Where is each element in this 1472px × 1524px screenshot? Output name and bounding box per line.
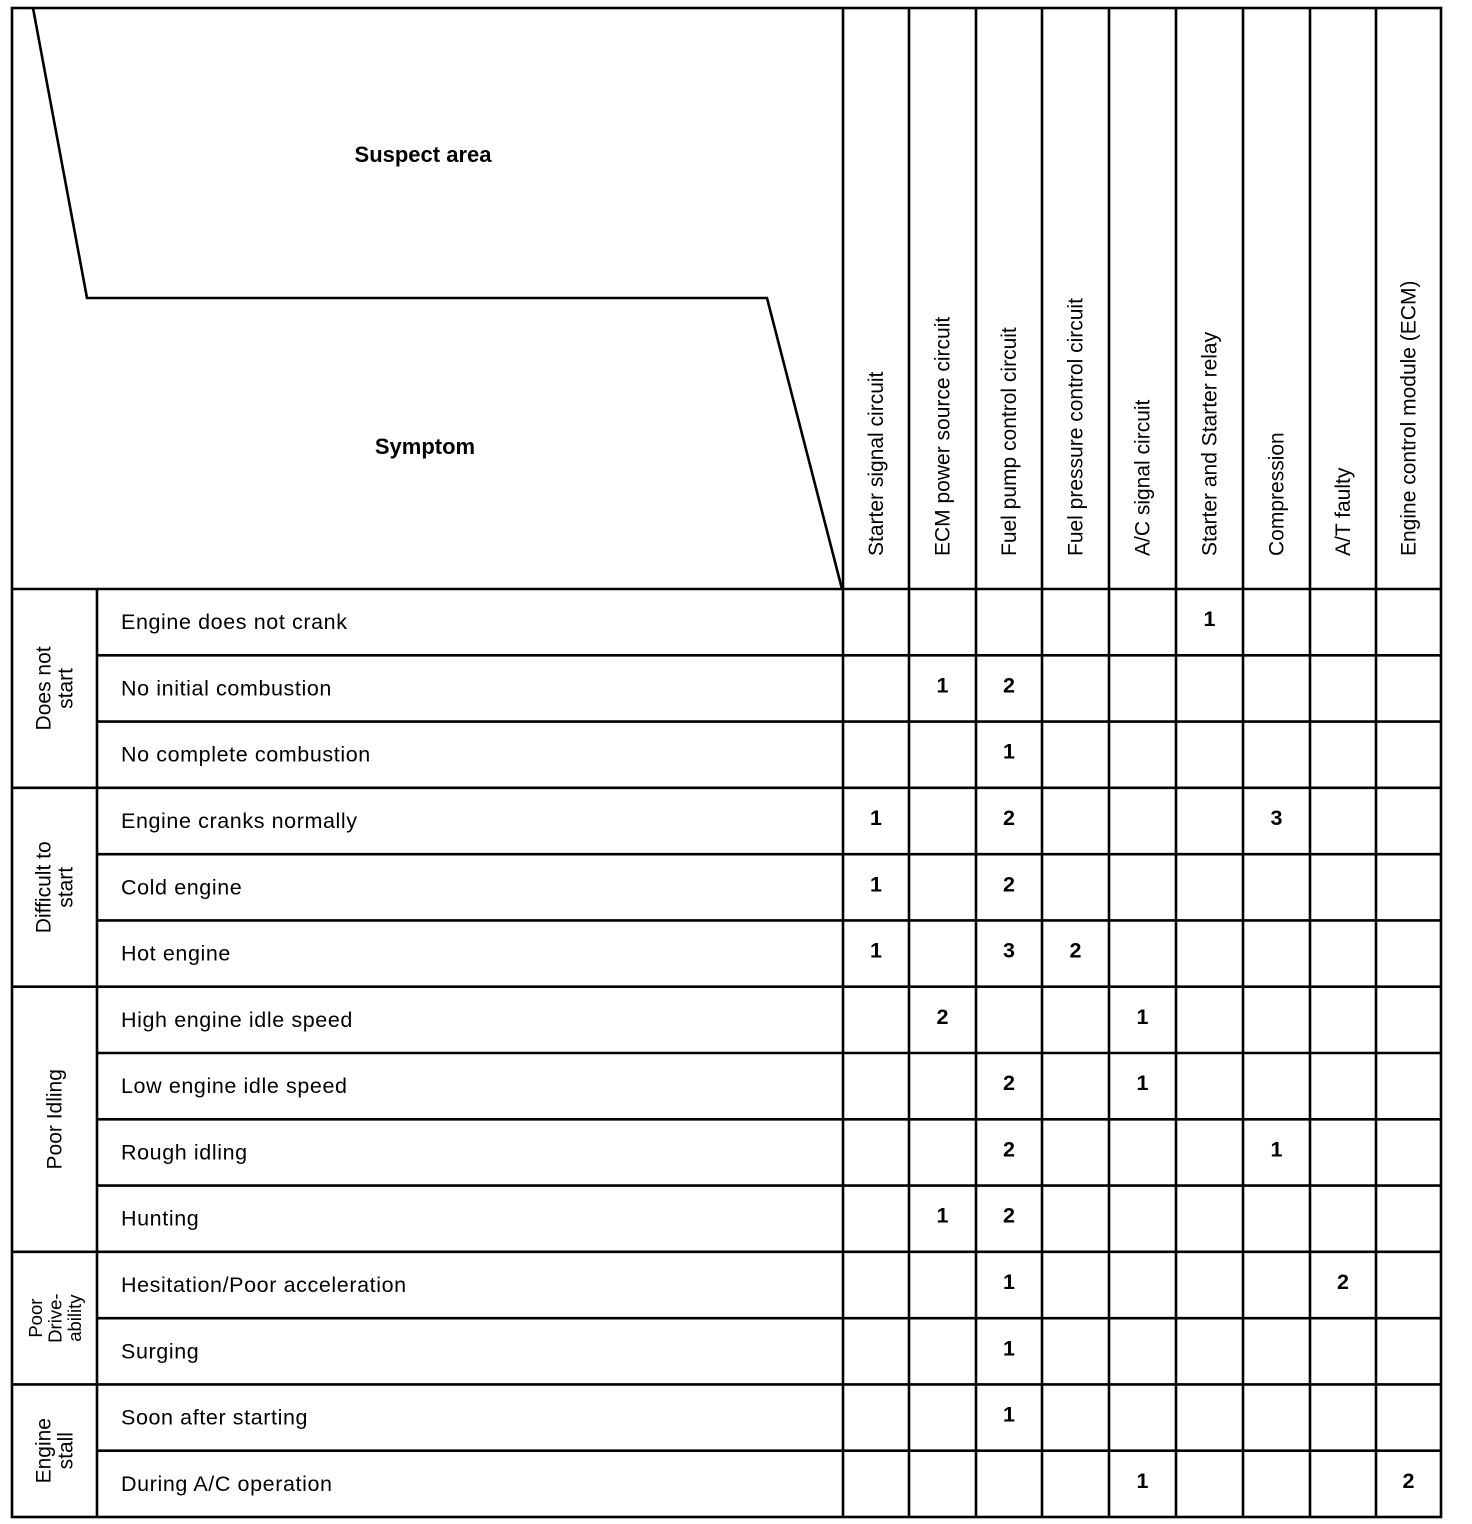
column-headers [865,281,1421,556]
table-row [121,1005,1149,1032]
priority-value: 1 [1136,1071,1149,1096]
table-row [121,872,1015,899]
group-label-line: start [54,668,78,709]
symptom-group-label [32,646,77,730]
symptom-cell: Soon after starting [121,1405,309,1430]
priority-value: 1 [870,872,882,897]
symptom-cell: Surging [121,1339,200,1364]
column-header: Starter signal circuit [865,371,888,556]
column-header: A/C signal circuit [1131,399,1155,556]
priority-value: 2 [936,1004,949,1029]
symptom-group-label [25,1293,85,1342]
suspect-area-label: Suspect area [354,142,492,167]
symptom-cell: Engine does not crank [121,610,348,635]
table-row [121,673,1015,700]
group-labels [25,646,85,1483]
symptom-cell: Engine cranks normally [121,809,358,833]
priority-value: 2 [1003,673,1015,698]
priority-value: 2 [1003,1137,1015,1162]
priority-value: 1 [936,1203,949,1228]
symptom-cell: No initial combustion [121,676,332,701]
group-label-line: Does not [32,646,56,731]
group-label-line: stall [54,1432,78,1470]
priority-value: 1 [870,806,882,830]
column-header: ECM power source circuit [931,316,955,556]
priority-value: 2 [1337,1270,1349,1294]
priority-value: 3 [1003,938,1015,963]
column-header: Fuel pressure control circuit [1064,298,1088,556]
group-label-line: Drive- [44,1293,66,1343]
symptom-label: Symptom [374,434,476,459]
table-row [121,1403,1015,1430]
symptom-cell: Low engine idle speed [121,1074,348,1099]
group-label-line: Engine [32,1418,56,1484]
symptom-group-label [32,841,77,933]
group-label-line: ability [63,1294,85,1342]
priority-value: 2 [1003,1203,1015,1228]
table-row [121,1204,1015,1231]
priority-value: 2 [1402,1468,1415,1493]
column-header: Compression [1265,432,1289,556]
symptom-cell: No complete combustion [121,742,371,767]
symptom-group-label [44,1069,67,1169]
column-header: Engine control module (ECM) [1397,280,1421,556]
group-label-line: Difficult to [32,841,56,934]
symptom-cell: During A/C operation [121,1471,333,1496]
table-row [121,939,1082,966]
priority-value: 1 [1003,1402,1015,1427]
priority-value: 1 [1003,739,1015,764]
symptom-cell: Hunting [121,1206,200,1231]
symptom-cell: Hot engine [121,941,231,966]
symptom-cell: Rough idling [121,1140,248,1165]
priority-value: 1 [1136,1468,1149,1493]
priority-value: 1 [1203,607,1216,632]
table-row [121,1469,1415,1496]
priority-value: 3 [1270,806,1283,830]
table-header [33,8,842,589]
priority-value: 2 [1003,872,1015,897]
priority-value: 1 [1136,1004,1149,1029]
priority-value: 1 [1003,1270,1015,1294]
table-row [121,1336,1015,1363]
symptom-cell: Cold engine [121,875,243,900]
priority-value: 1 [870,938,882,963]
group-label-line: Poor [25,1298,47,1338]
symptom-cell: Hesitation/Poor acceleration [121,1273,407,1297]
symptom-group-label [32,1418,77,1483]
symptom-cell: High engine idle speed [121,1007,353,1032]
table-row [121,1071,1149,1098]
column-header: A/T faulty [1332,467,1355,556]
priority-value: 2 [1069,938,1082,963]
table-body [121,607,1415,1496]
table-row [121,607,1216,634]
column-header: Starter and Starter relay [1198,331,1222,556]
group-label-line: Poor Idling [43,1069,67,1170]
priority-value: 1 [1003,1336,1015,1361]
group-label-line: start [54,866,78,908]
priority-value: 1 [1270,1137,1283,1162]
table-row [121,1270,1349,1297]
header-diagonal-divider [33,8,842,589]
priority-value: 2 [1003,1071,1015,1096]
column-header: Fuel pump control circuit [998,327,1021,556]
priority-value: 2 [1003,806,1015,830]
table-row [121,740,1015,767]
priority-value: 1 [936,673,949,698]
